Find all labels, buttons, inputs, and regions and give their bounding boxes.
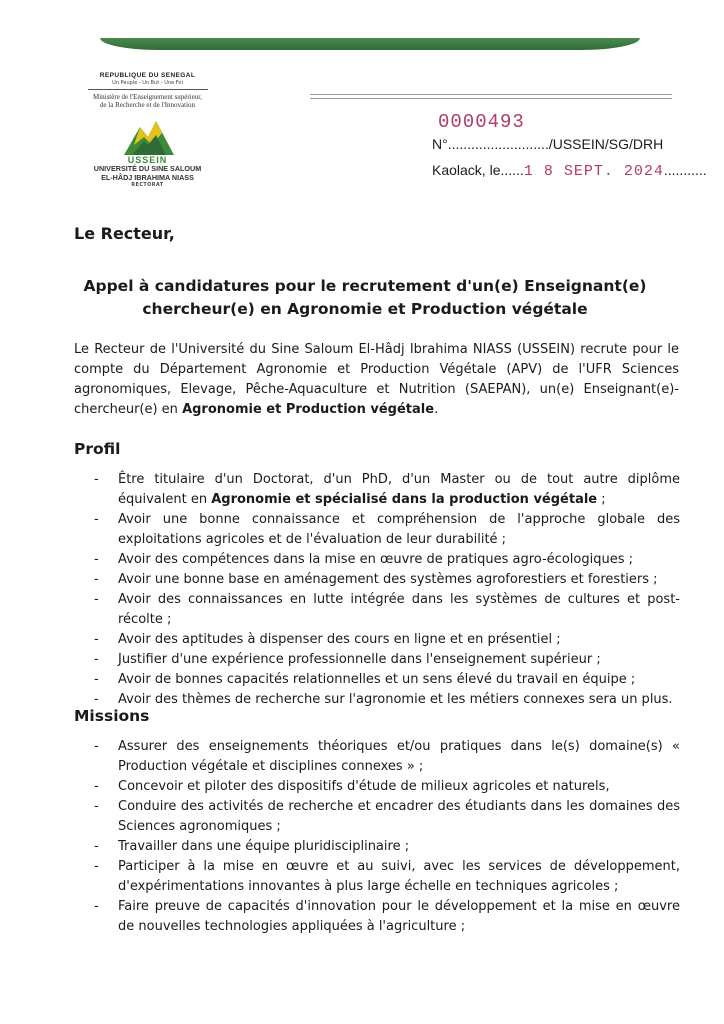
university-name-line1: UNIVERSITÉ DU SINE SALOUM bbox=[93, 164, 202, 173]
document-title bbox=[70, 275, 660, 321]
list-item: - Avoir des thèmes de recherche sur l'agronomie et les métiers connexes sera un plus. bbox=[94, 692, 673, 707]
list-item: - Faire preuve de capacités d'innovation pour le développement et la mise en œuvre de nouvelles technologies appliquées à l'agriculture ; bbox=[94, 899, 680, 934]
ministry-name: Ministère de l'Enseignement supérieur, de la Recherche et de l'Innovation bbox=[92, 93, 203, 109]
profil-heading: Profil bbox=[74, 440, 121, 458]
intro-paragraph: Le Recteur de l'Université du Sine Saloum El-Hâdj Ibrahima NIASS (USSEIN) recrute pour le compte du Département Agronomie et Production Végétale (APV) de l'UFR Sciences agronomiques, Elevage, Pêche-Aquaculture et Nutrition (SAEPAN), un(e) Enseignant(e)-chercheur(e) en Agronomie et Production végétale. bbox=[74, 342, 679, 417]
date-stamp: 1 8 SEPT. 2024 bbox=[523, 163, 664, 180]
list-item: - Avoir de bonnes capacités relationnelles et un sens élevé du travail en équipe ; bbox=[94, 672, 636, 687]
list-item: - Avoir des connaissances en lutte intégrée dans les systèmes de cultures et post-récolte ; bbox=[94, 592, 680, 627]
list-item: - Être titulaire d'un Doctorat, d'un PhD, d'un Master ou de tout autre diplôme équivalent en Agronomie et spécialisé dans la production végétale ; bbox=[94, 472, 680, 507]
missions-list bbox=[90, 737, 680, 937]
university-acronym: USSEIN bbox=[127, 155, 168, 165]
profil-list bbox=[90, 470, 680, 710]
letterhead-divider bbox=[88, 89, 208, 90]
list-item: - Travailler dans une équipe pluridisciplinaire ; bbox=[94, 839, 410, 854]
list-item: - Avoir des compétences dans la mise en œuvre de pratiques agro-écologiques ; bbox=[94, 552, 633, 567]
reference-number-line: N°........................../USSEIN/SG/DRH bbox=[432, 136, 664, 152]
rectorat-label: RECTORAT bbox=[131, 183, 164, 188]
intro-emphasis: Agronomie et Production végétale bbox=[182, 402, 435, 417]
list-item: - Conduire des activités de recherche et encadrer des étudiants dans les domaines des Sciences agronomiques ; bbox=[94, 799, 680, 834]
republic-label: REPUBLIQUE DU SENEGAL bbox=[99, 72, 196, 79]
registration-stamp-number: 0000493 bbox=[438, 111, 525, 133]
list-item: - Justifier d'une expérience professionnelle dans l'enseignement supérieur ; bbox=[94, 652, 601, 667]
list-item: - Concevoir et piloter des dispositifs d'étude de milieux agricoles et naturels, bbox=[94, 779, 610, 794]
missions-heading: Missions bbox=[74, 707, 150, 725]
national-motto: Un Peuple - Un But - Une Foi bbox=[112, 80, 183, 86]
place-prefix: Kaolack, le...... bbox=[432, 162, 524, 178]
letterhead bbox=[60, 72, 235, 188]
list-item: - Avoir une bonne connaissance et compréhension de l'approche globale des exploitations agricoles et de l'évaluation de leur durabilité ; bbox=[94, 512, 680, 547]
sender-label: Le Recteur, bbox=[74, 224, 175, 243]
list-item: - Avoir des aptitudes à dispenser des cours en ligne et en présentiel ; bbox=[94, 632, 561, 647]
list-item: - Participer à la mise en œuvre et au suivi, avec les services de développement, d'expérimentations innovantes à plus large échelle en techniques agricoles ; bbox=[94, 859, 680, 894]
university-logo-icon bbox=[118, 115, 178, 157]
header-green-bar bbox=[100, 38, 640, 50]
place-date-line bbox=[432, 162, 707, 180]
title-line1: Appel à candidatures pour le recrutement d'un(e) Enseignant(e) bbox=[83, 277, 647, 295]
title-line2: chercheur(e) en Agronomie et Production végétale bbox=[142, 300, 588, 318]
list-item: - Assurer des enseignements théoriques et/ou pratiques dans le(s) domaine(s) « Production végétale et disciplines connexes » ; bbox=[94, 739, 680, 774]
date-suffix: ........... bbox=[663, 162, 707, 178]
list-item: - Avoir une bonne base en aménagement des systèmes agroforestiers et forestiers ; bbox=[94, 572, 658, 587]
header-rule-lines bbox=[310, 94, 672, 99]
university-name-line2: EL-HÂDJ IBRAHIMA NIASS bbox=[101, 172, 194, 182]
